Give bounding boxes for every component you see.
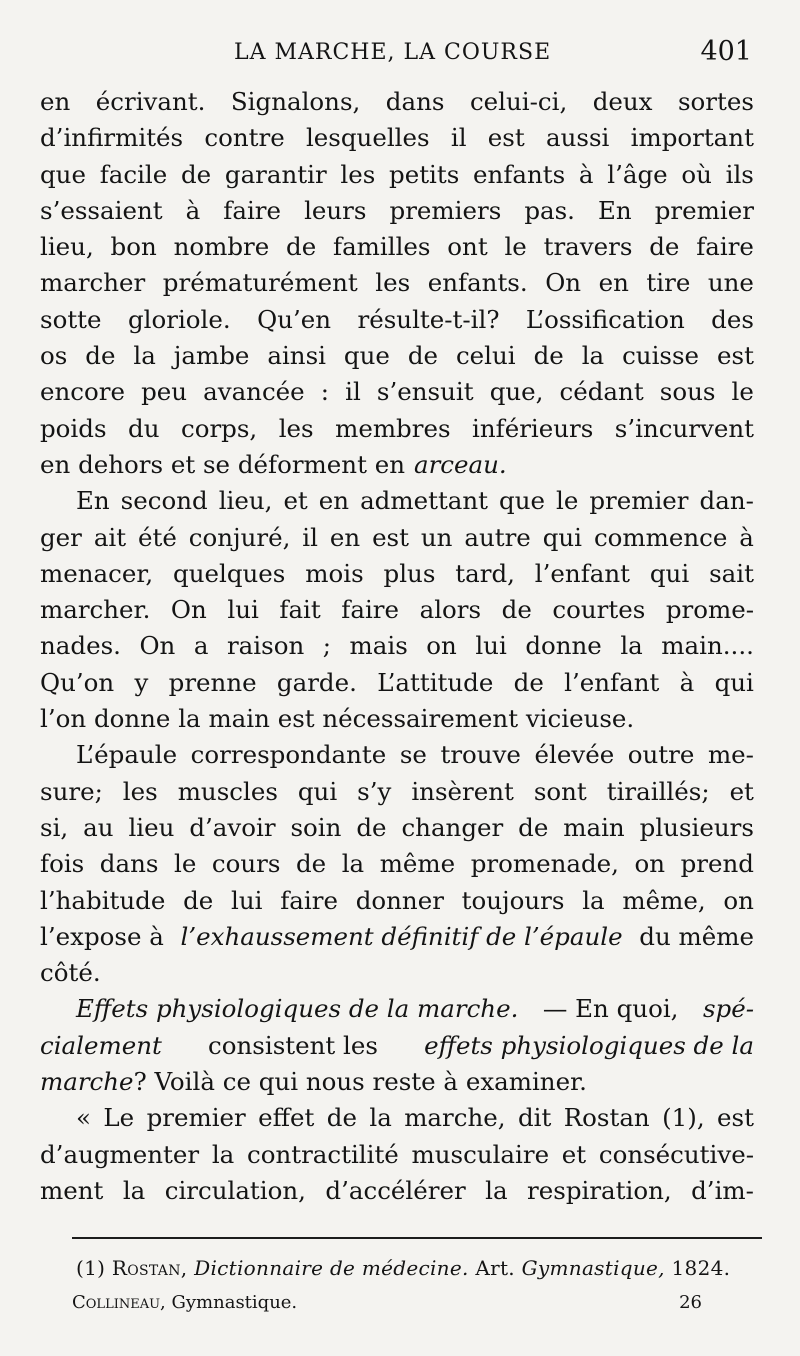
italic-term: marche [40,1067,134,1097]
text-line: ment la circulation, d’accélérer la respiration, d’im- [40,1175,754,1205]
text-line: que facile de garantir les petits enfants à l’âge où ils [40,159,754,189]
signature-mark: 26 [679,1292,702,1313]
italic-term: cialement [40,1030,162,1060]
text-line: En second lieu, et en admettant que le premier dan- [76,486,754,516]
text-line: lieu, bon nombre de familles ont le travers de faire [40,232,754,262]
footer-title: Gymnastique. [171,1292,298,1313]
italic-term: l’exhaussement définitif de l’épaule [180,921,623,951]
text-line: s’essaient à faire leurs premiers pas. En premier [40,195,754,225]
text-line: marcher prématurément les enfants. On en tire une [40,268,754,298]
text-line: côté. [40,958,101,988]
italic-term: effets physiologiques de la [424,1030,754,1060]
text-line: « Le premier effet de la marche, dit Rostan (1), est [76,1103,754,1133]
footer-author: Collineau, [72,1292,166,1313]
footnote-rule [72,1237,762,1239]
text-line [40,991,754,1027]
page-number: 401 [700,36,752,67]
text-line: marcher. On lui fait faire alors de courtes prome- [40,595,754,625]
running-title: LA MARCHE, LA COURSE [234,40,552,65]
text-line: l’habitude de lui faire donner toujours la même, on [40,885,754,915]
footnote [76,1256,766,1280]
text-line: fois dans le cours de la même promenade, on prend [40,849,754,879]
text-segment: ? Voilà ce qui nous reste à examiner. [133,1067,587,1097]
text-line: en écrivant. Signalons, dans celui-ci, deux sortes [40,87,754,116]
page-footer [72,1292,702,1313]
text-line: os de la jambe ainsi que de celui de la cuisse est [40,341,754,371]
text-line [40,447,754,483]
italic-term: arceau. [413,449,507,479]
text-segment: l’expose à [40,921,164,951]
text-line: d’infirmités contre lesquelles il est aussi important [40,123,754,153]
footnote-entry: Gymnastique, [521,1256,665,1280]
text-line: poids du corps, les membres inférieurs s’incurvent [40,413,754,443]
body-text [40,84,754,1209]
text-line: menacer, quelques mois plus tard, l’enfant qui sait [40,558,754,588]
text-line: nades. On a raison ; mais on lui donne la main.... [40,631,754,661]
footnote-art: Art. [475,1256,515,1280]
text-segment: — En quoi, [542,994,679,1024]
text-line: sotte gloriole. Qu’en résulte-t-il? L’ossification des [40,304,754,334]
text-line: l’on donne la main est nécessairement vicieuse. [40,704,635,734]
text-line [40,1064,754,1100]
text-line [40,1028,754,1064]
italic-term: spé- [702,994,754,1024]
text-segment: du même [639,921,754,951]
footnote-marker: (1) [76,1256,106,1280]
section-heading: Effets physiologiques de la marche. [76,994,519,1024]
text-line: si, au lieu d’avoir soin de changer de main plusieurs [40,812,754,842]
page-header [40,30,752,72]
text-line: Qu’on y prenne garde. L’attitude de l’enfant à qui [40,667,754,697]
footnote-work: Dictionnaire de médecine. [194,1256,469,1280]
footnote-author: Rostan, [111,1256,188,1280]
text-line: encore peu avancée : il s’ensuit que, cédant sous le [40,377,754,407]
text-line: ger ait été conjuré, il en est un autre qui commence à [40,522,754,552]
text-line: sure; les muscles qui s’y insèrent sont tiraillés; et [40,776,754,806]
footnote-year: 1824. [671,1256,731,1280]
text-segment: consistent les [208,1030,378,1060]
text-line [40,919,754,955]
text-segment: en dehors et se déforment en [40,449,405,479]
text-line: d’augmenter la contractilité musculaire et consécutive- [40,1139,754,1169]
text-line: L’épaule correspondante se trouve élevée outre me- [76,740,754,770]
